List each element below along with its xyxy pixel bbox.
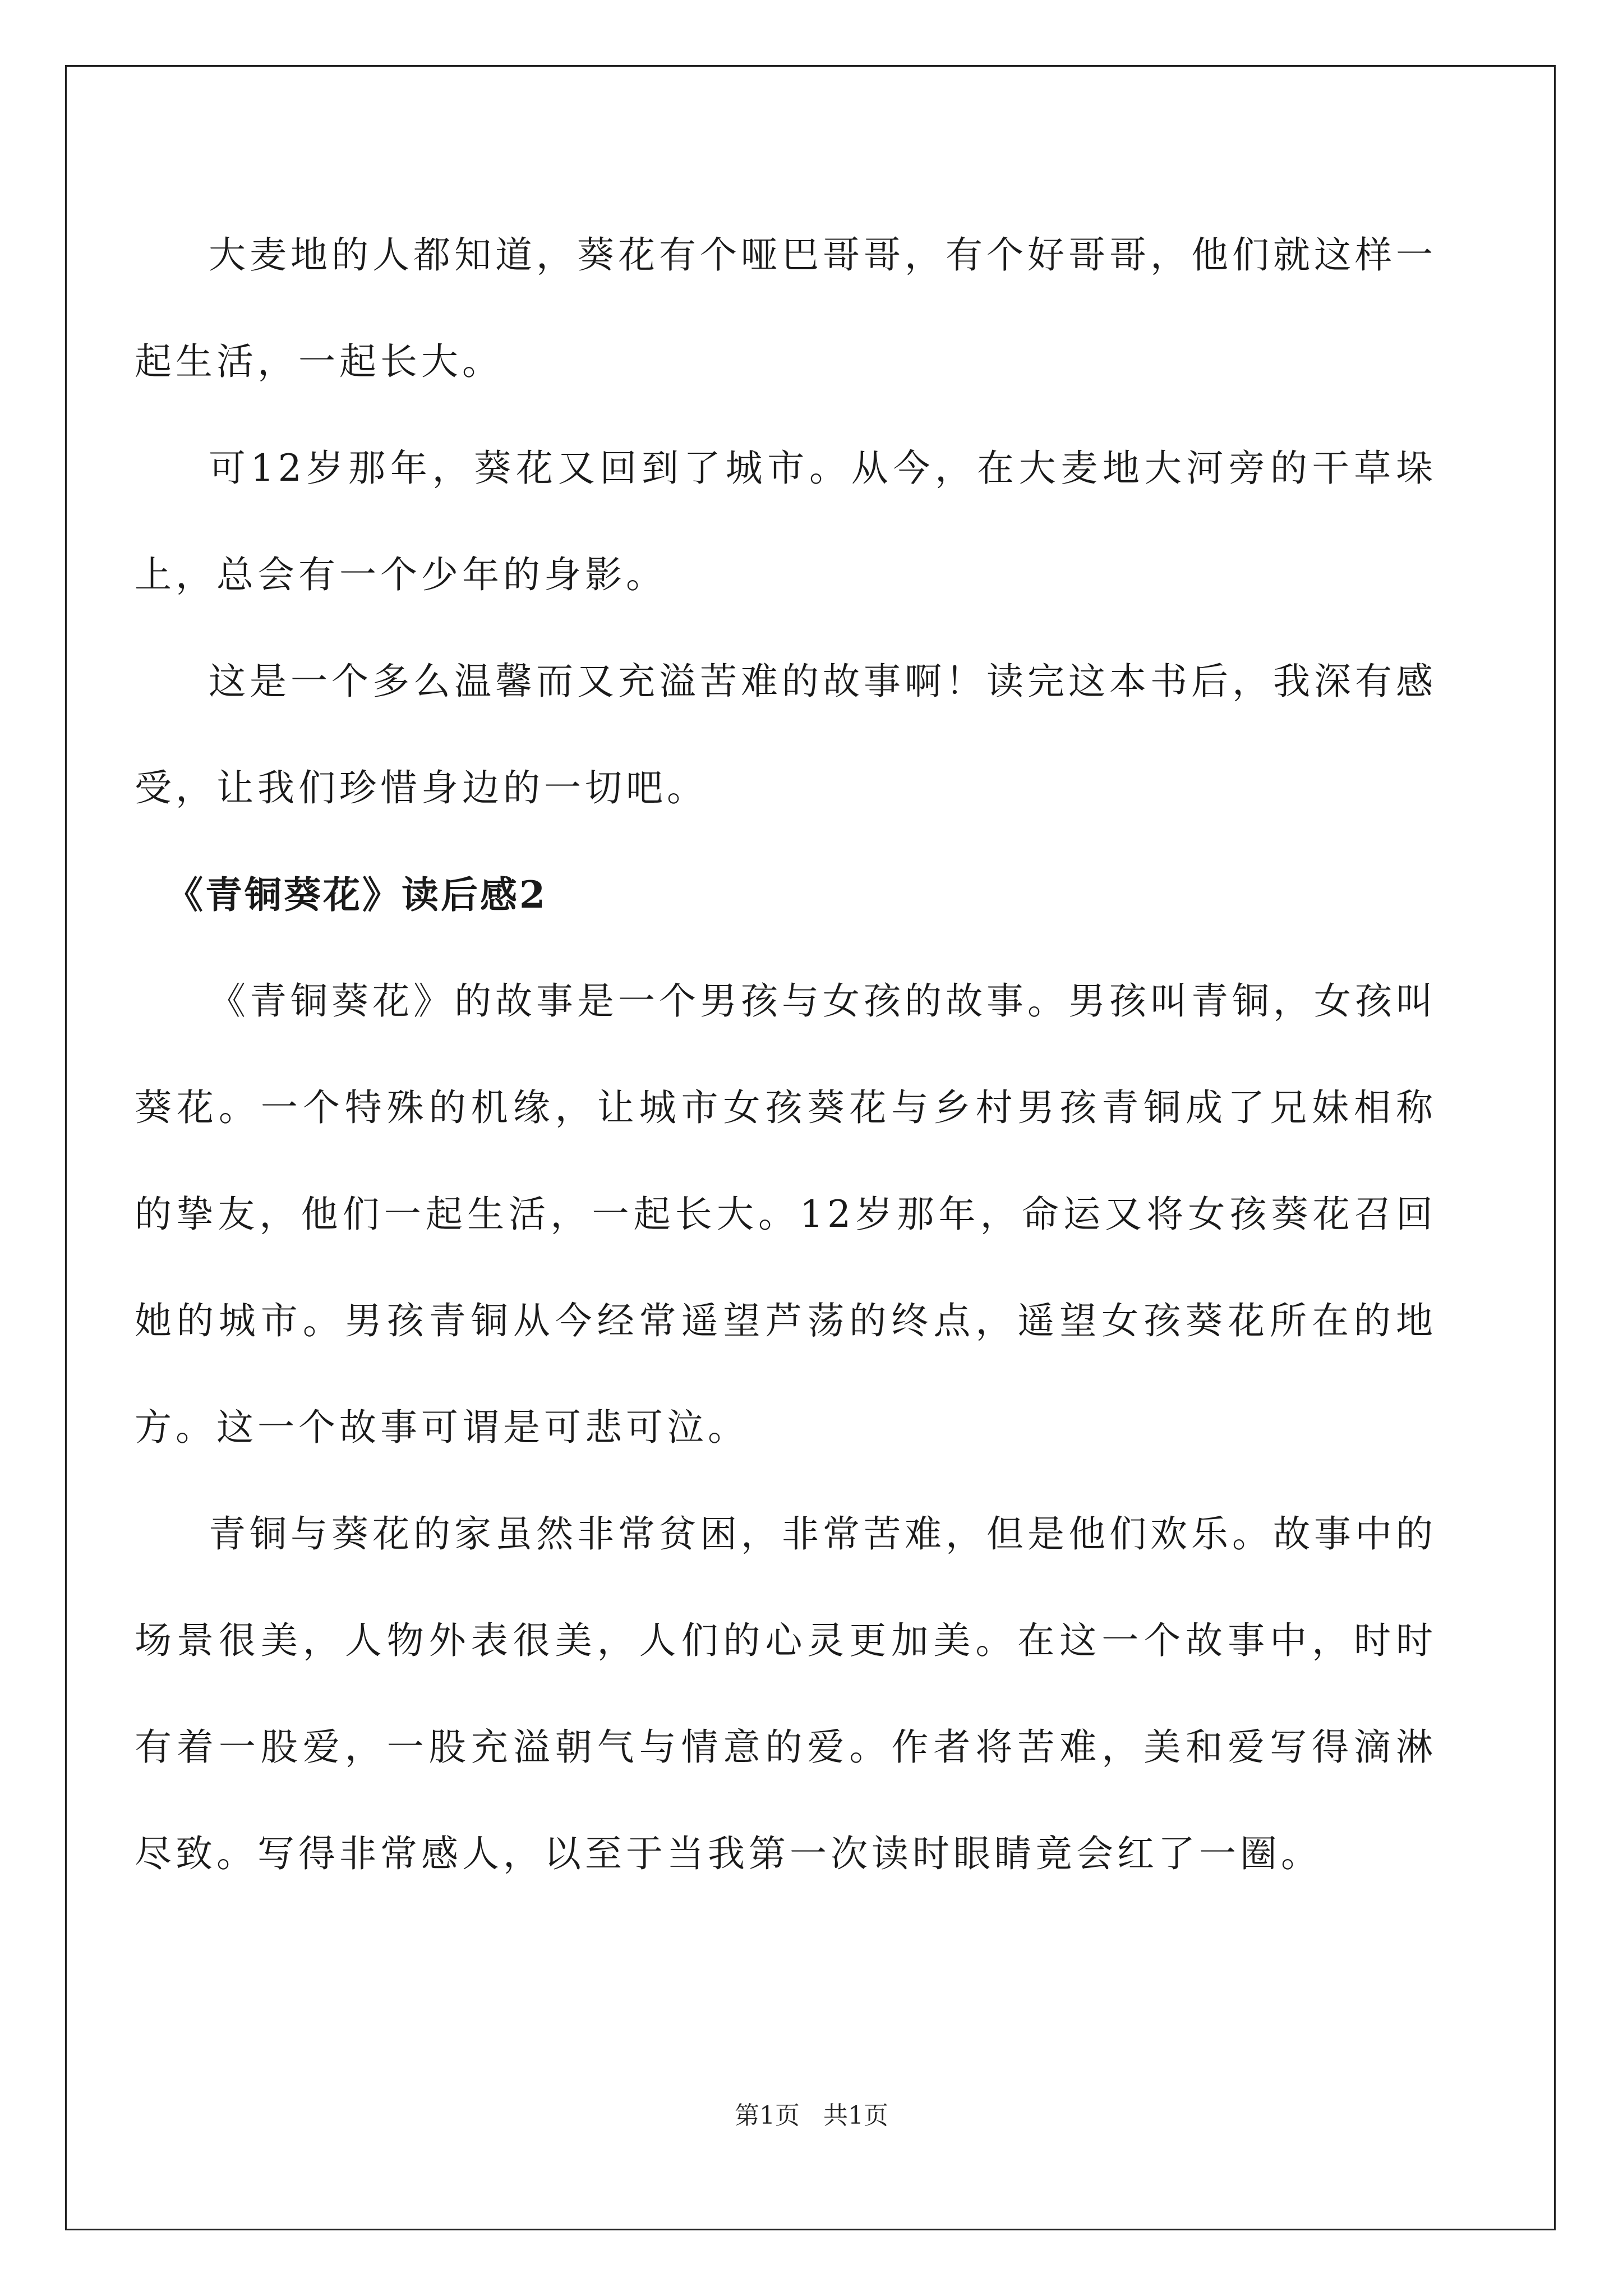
paragraph: 大麦地的人都知道，葵花有个哑巴哥哥，有个好哥哥，他们就这样一起生活，一起长大。 bbox=[135, 233, 1437, 383]
page-total: 共1页 bbox=[823, 2101, 888, 2130]
paragraph: 《青铜葵花》的故事是一个男孩与女孩的故事。男孩叫青铜，女孩叫葵花。一个特殊的机缘，让城市女孩葵花与乡村男孩青铜成了兄妹相称的挚友，他们一起生活，一起长大。12岁那年，命运又将女孩葵花召回她的城市。男孩青铜从今经常遥望芦荡的终点，遥望女孩葵花所在的地方。这一个故事可谓是可悲可泣。 bbox=[135, 979, 1437, 1449]
page-number: 第1页 bbox=[735, 2101, 800, 2130]
section-title: 《青铜葵花》读后感2 bbox=[166, 873, 547, 917]
paragraph: 青铜与葵花的家虽然非常贫困，非常苦难，但是他们欢乐。故事中的场景很美，人物外表很美，人们的心灵更加美。在这一个故事中，时时有着一股爱，一股充溢朝气与情意的爱。作者将苦难，美和爱写得滴淋尽致。写得非常感人，以至于当我第一次读时眼睛竟会红了一圈。 bbox=[135, 1512, 1437, 1875]
page-footer bbox=[0, 2099, 1623, 2133]
paragraph: 可12岁那年，葵花又回到了城市。从今，在大麦地大河旁的干草垛上，总会有一个少年的身影。 bbox=[135, 447, 1437, 596]
paragraph: 这是一个多么温馨而又充溢苦难的故事啊！读完这本书后，我深有感受，让我们珍惜身边的一切吧。 bbox=[135, 660, 1437, 809]
document-body bbox=[135, 202, 1437, 1907]
